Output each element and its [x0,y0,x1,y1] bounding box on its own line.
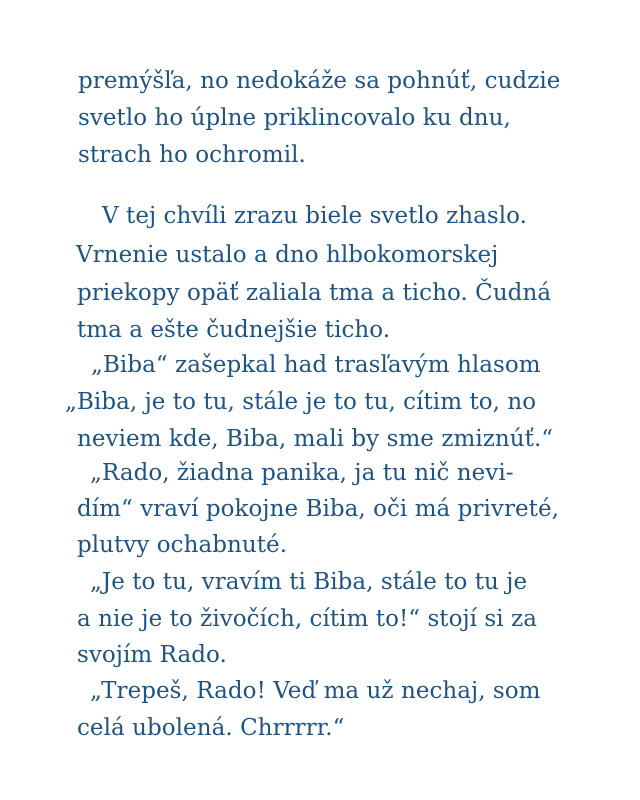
text-line: celá ubolená. Chrrrrr.“ [77,715,345,741]
text-line: „Biba, je to tu, stále je to tu, cítim to, no [65,389,537,415]
text-line: strach ho ochromil. [78,142,306,168]
text-line: premýšľa, no nedokáže sa pohnúť, cudzie [78,68,561,94]
text-line: svojím Rado. [77,642,227,668]
text-line: priekopy opäť zaliala tma a ticho. Čudná [77,280,552,306]
text-line: „Biba“ zašepkal had trasľavým hlasom [91,352,541,378]
text-line: V tej chvíli zrazu biele svetlo zhaslo. [102,203,527,229]
text-line: a nie je to živočích, cítim to!“ stojí si za [77,606,537,632]
text-line: „Rado, žiadna panika, ja tu nič nevi- [90,460,514,486]
text-line: „Trepeš, Rado! Veď ma už nechaj, som [90,678,541,704]
text-line: Vrnenie ustalo a dno hlbokomorskej [76,242,499,268]
text-line: dím“ vraví pokojne Biba, oči má privreté, [77,496,559,522]
text-line: neviem kde, Biba, mali by sme zmiznúť.“ [77,426,554,452]
text-line: svetlo ho úplne priklincovalo ku dnu, [78,105,511,131]
text-line: plutvy ochabnuté. [77,532,288,558]
text-line: tma a ešte čudnejšie ticho. [77,317,391,343]
text-line: „Je to tu, vravím ti Biba, stále to tu je [90,569,528,595]
